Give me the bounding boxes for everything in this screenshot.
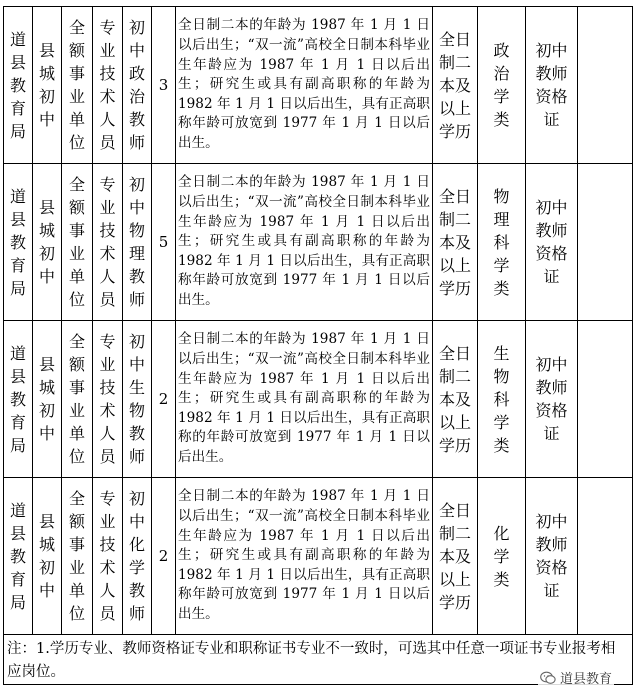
- empty-cell: [578, 321, 633, 478]
- funding-cell: 全 额 事 业 单 位: [62, 478, 93, 635]
- school-cell: 县 城 初 中: [33, 321, 62, 478]
- category-cell: 专 业 技 术 人 员: [93, 478, 123, 635]
- empty-cell: [578, 478, 633, 635]
- education-cell: 全日 制二 本及 以上 学历: [433, 478, 478, 635]
- empty-cell: [578, 7, 633, 164]
- count-cell: 5: [152, 164, 176, 321]
- school-cell: 县 城 初 中: [33, 164, 62, 321]
- category-cell: 专 业 技 术 人 员: [93, 164, 123, 321]
- table-note: 注：1.学历专业、教师资格证专业和职称证书专业不一致时，可选其中任意一项证书专业报考相应岗位。: [4, 635, 633, 685]
- count-cell: 3: [152, 7, 176, 164]
- education-cell: 全日 制二 本及 以上 学历: [433, 7, 478, 164]
- table-row: [4, 164, 633, 321]
- requirements-cell: 全日制二本的年龄为 1987 年 1 月 1 日以后出生；“双一流”高校全日制本科毕业生年龄应为 1987 年 1 月 1 日以后出生；研究生或具有副高职称的年龄为 1982 年 1 月 1 日以后出生，具有正高职称年龄可放宽到 1977 年 1 月 1 日以后出生。: [176, 478, 433, 635]
- certificate-cell: 初中 教师 资格 证: [526, 164, 578, 321]
- unit-cell: 道 县 教 育 局: [4, 164, 33, 321]
- position-cell: 初 中 化 学 教 师: [123, 478, 152, 635]
- school-cell: 县 城 初 中: [33, 478, 62, 635]
- requirements-cell: 全日制二本的年龄为 1987 年 1 月 1 日以后出生；“双一流”高校全日制本科毕业生年龄应为 1987 年 1 月 1 日以后出生；研究生或具有副高职称的年龄为 1982 年 1 月 1 日以后出生，具有正高职称年龄可放宽到 1977 年 1 月 1 日以后出生。: [176, 164, 433, 321]
- certificate-cell: 初中 教师 资格 证: [526, 7, 578, 164]
- funding-cell: 全 额 事 业 单 位: [62, 7, 93, 164]
- category-cell: 专 业 技 术 人 员: [93, 321, 123, 478]
- category-cell: 专 业 技 术 人 员: [93, 7, 123, 164]
- watermark-text: 道县教育: [559, 672, 612, 687]
- table-row: [4, 7, 633, 164]
- certificate-cell: 初中 教师 资格 证: [526, 478, 578, 635]
- position-cell: 初 中 政 治 教 师: [123, 7, 152, 164]
- watermark: [538, 668, 614, 687]
- school-cell: 县 城 初 中: [33, 7, 62, 164]
- position-cell: 初 中 物 理 教 师: [123, 164, 152, 321]
- major-cell: 政 治 学 类: [478, 7, 526, 164]
- unit-cell: 道 县 教 育 局: [4, 7, 33, 164]
- certificate-cell: 初中 教师 资格 证: [526, 321, 578, 478]
- funding-cell: 全 额 事 业 单 位: [62, 164, 93, 321]
- major-cell: 化 学 类: [478, 478, 526, 635]
- requirements-cell: 全日制二本的年龄为 1987 年 1 月 1 日以后出生；“双一流”高校全日制本科毕业生年龄应为 1987 年 1 月 1 日以后出生；研究生或具有副高职称的年龄为 1982 年 1 月 1 日以后出生，具有正高职称年龄可放宽到 1977 年 1 月 1 日以后出生。: [176, 7, 433, 164]
- requirements-cell: 全日制二本的年龄为 1987 年 1 月 1 日以后出生；“双一流”高校全日制本科毕业生年龄应为 1987 年 1 月 1 日以后出生；研究生或具有副高职称的年龄为 1982 年 1 月 1 日以后出生，具有正高职称的年龄可放宽到 1977 年 1 月 1 日以后出生。: [176, 321, 433, 478]
- education-cell: 全日 制二 本及 以上 学历: [433, 164, 478, 321]
- position-cell: 初 中 生 物 教 师: [123, 321, 152, 478]
- major-cell: 物 理 科 学 类: [478, 164, 526, 321]
- wechat-icon: [540, 671, 556, 685]
- unit-cell: 道 县 教 育 局: [4, 321, 33, 478]
- table-row: [4, 321, 633, 478]
- funding-cell: 全 额 事 业 单 位: [62, 321, 93, 478]
- recruitment-table: [3, 6, 633, 685]
- empty-cell: [578, 164, 633, 321]
- count-cell: 2: [152, 321, 176, 478]
- count-cell: 2: [152, 478, 176, 635]
- education-cell: 全日 制二 本及 以上 学历: [433, 321, 478, 478]
- major-cell: 生 物 科 学 类: [478, 321, 526, 478]
- table-row: [4, 478, 633, 635]
- unit-cell: 道 县 教 育 局: [4, 478, 33, 635]
